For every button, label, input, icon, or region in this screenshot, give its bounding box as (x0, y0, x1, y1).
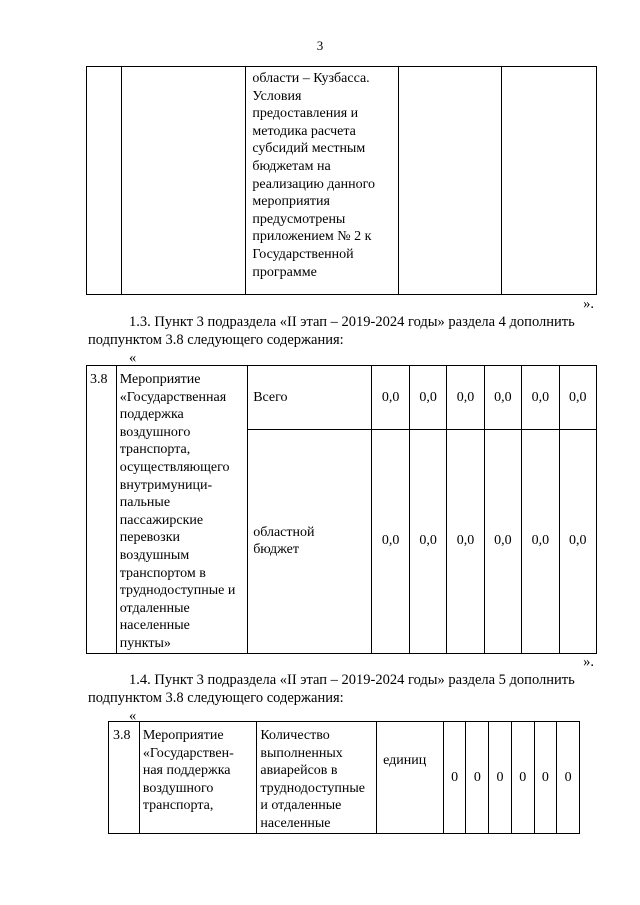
table2-value: 0,0 (522, 366, 559, 430)
table1-cell-name (121, 67, 246, 295)
table2-source-regional: областной бюджет (248, 430, 372, 653)
table2-source-total: Всего (248, 366, 372, 430)
opening-quote: « (129, 350, 137, 366)
table3-value: 0 (466, 722, 489, 834)
table1-cell-num (87, 67, 122, 295)
table2-value: 0,0 (559, 430, 596, 653)
table3-value: 0 (534, 722, 557, 834)
table3-num: 3.8 (109, 722, 140, 834)
table2-value: 0,0 (522, 430, 559, 653)
table3-name: Мероприятие «Государствен- ная поддержка воздушного транспорта, (139, 722, 257, 834)
table2-value: 0,0 (447, 366, 484, 430)
page-number: 3 (316, 38, 324, 53)
table2-value: 0,0 (447, 430, 484, 653)
table1-cell-description: области – Кузбасса. Условия предоставления и методика расчета субсидий местным бюджетам на реализацию данного мероприятия предусмотрены приложением № 2 к Государственной программе (246, 67, 399, 295)
paragraph-1-4-line2: подпунктом 3.8 следующего содержания: (88, 690, 344, 706)
table-subsidy-4 (86, 365, 597, 654)
table2-value: 0,0 (372, 430, 409, 653)
paragraph-1-4-line1: 1.4. Пункт 3 подраздела «II этап – 2019-2024 годы» раздела 5 дополнить (129, 672, 575, 688)
table2-value: 0,0 (409, 430, 446, 653)
table2-value: 0,0 (559, 366, 596, 430)
table3-value: 0 (489, 722, 512, 834)
table3-value: 0 (511, 722, 534, 834)
table2-value: 0,0 (409, 366, 446, 430)
paragraph-1-3-line2: подпунктом 3.8 следующего содержания: (88, 332, 344, 348)
table1-cell-empty-1 (398, 67, 501, 295)
table1-cell-empty-2 (502, 67, 597, 295)
table2-value: 0,0 (484, 366, 521, 430)
table3-value: 0 (557, 722, 580, 834)
table3-indicator: Количество выполненных авиарейсов в труднодоступные и отдаленные населенные (257, 722, 377, 834)
closing-quote: ». (583, 654, 594, 670)
table2-value: 0,0 (484, 430, 521, 653)
table2-num: 3.8 (87, 366, 117, 654)
table3-value: 0 (443, 722, 466, 834)
table2-name: Мероприятие «Государственная поддержка воздушного транспорта, осуществляющего внутримуници- пальные пассажирские перевозки воздушным транспортом в труднодоступные и отдаленные населенные пункты» (116, 366, 247, 654)
opening-quote: « (129, 708, 137, 724)
table3-unit: единиц (377, 722, 444, 834)
closing-quote: ». (583, 296, 594, 312)
table-indicator-5 (108, 721, 580, 834)
paragraph-1-3-line1: 1.3. Пункт 3 подраздела «II этап – 2019-2024 годы» раздела 4 дополнить (129, 314, 575, 330)
table2-value: 0,0 (372, 366, 409, 430)
table-continuation (86, 66, 597, 295)
